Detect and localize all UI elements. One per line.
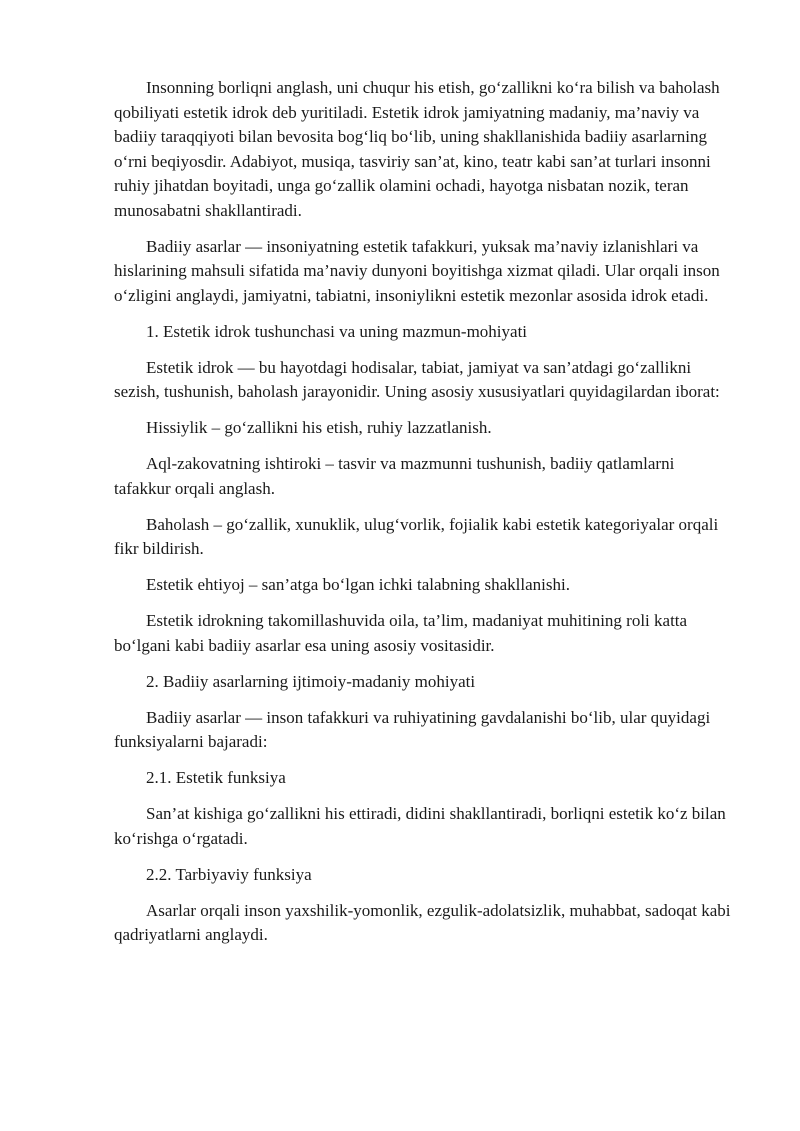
paragraph-tarbiyaviy-funksiya: Asarlar orqali inson yaxshilik-yomonlik, ezgulik-adolatsizlik, muhabbat, sadoqat kabi qadriyatlarni anglaydi. xyxy=(114,900,731,944)
paragraph-estetik-funksiya: San’at kishiga go‘zallikni his ettiradi, didini shakllantiradi, borliqni estetik ko‘z bilan ko‘rishga o‘rgatadi. xyxy=(114,804,726,848)
list-item-baholash: Baholash – go‘zallik, xunuklik, ulug‘vorlik, fojialik kabi estetik kategoriyalar orqali fikr bildirish. xyxy=(114,514,719,558)
document-body xyxy=(114,76,734,959)
list-item-hissiylik: Hissiylik – go‘zallikni his etish, ruhiy lazzatlanish. xyxy=(146,418,492,437)
paragraph-estetik-idrok-definition: Estetik idrok — bu hayotdagi hodisalar, tabiat, jamiyat va san’atdagi go‘zallikni sezish, tushunish, baholash jarayonidir. Uning asosiy xususiyatlari quyidagilardan iborat: xyxy=(114,357,720,401)
section-heading-1: 1. Estetik idrok tushunchasi va uning mazmun-mohiyati xyxy=(146,321,528,341)
paragraph-takomillashuv: Estetik idrokning takomillashuvida oila, ta’lim, madaniyat muhitining roli katta bo‘lgani kabi badiiy asarlar esa uning asosiy vositasidir. xyxy=(114,611,688,655)
subsection-heading-2-2: 2.2. Tarbiyaviy funksiya xyxy=(146,864,312,884)
paragraph-funksiyalar: Badiiy asarlar — inson tafakkuri va ruhiyatining gavdalanishi bo‘lib, ular quyidagi funksiyalarni bajaradi: xyxy=(114,707,711,751)
paragraph-badiiy-asarlar: Badiiy asarlar — insoniyatning estetik tafakkuri, yuksak ma’naviy izlanishlari va hislarining mahsuli sifatida ma’naviy dunyoni boyitishga xizmat qiladi. Ular orqali inson o‘zligini anglaydi, jamiyatni, tabiatni, insoniylikni estetik mezonlar asosida idrok etadi. xyxy=(114,236,720,305)
paragraph-intro: Insonning borliqni anglash, uni chuqur his etish, go‘zallikni ko‘ra bilish va baholash qobiliyati estetik idrok deb yuritiladi. Estetik idrok jamiyatning madaniy, ma’naviy va badiiy taraqqiyoti bilan bevosita bog‘liq bo‘lib, uning shakllanishida badiiy asarlarning o‘rni beqiyosdir. Adabiyot, musiqa, tasviriy san’at, kino, teatr kabi san’at turlari insonni ruhiy jihatdan boyitadi, unga go‘zallik olamini ochadi, hayotga nisbatan nozik, teran munosabatni shakllantiradi. xyxy=(114,78,720,220)
section-heading-2: 2. Badiiy asarlarning ijtimoiy-madaniy mohiyati xyxy=(146,671,476,691)
subsection-heading-2-1: 2.1. Estetik funksiya xyxy=(146,768,286,787)
list-item-aql-zakovat: Aql-zakovatning ishtiroki – tasvir va mazmunni tushunish, badiiy qatlamlarni tafakkur orqali anglash. xyxy=(114,454,675,498)
list-item-estetik-ehtiyoj: Estetik ehtiyoj – san’atga bo‘lgan ichki talabning shakllanishi. xyxy=(146,575,570,594)
